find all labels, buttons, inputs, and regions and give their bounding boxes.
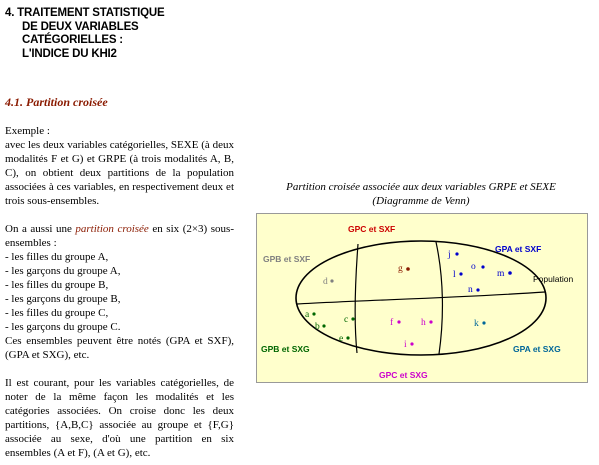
- caption-line: Partition croisée associée aux deux variables GRPE et SEXE: [286, 181, 556, 193]
- point-marker: [410, 342, 413, 345]
- point-marker: [508, 271, 512, 275]
- heading-line: DE DEUX VARIABLES: [22, 20, 139, 33]
- point-marker: [397, 320, 400, 323]
- point-marker: [406, 267, 410, 271]
- paragraph: avec les deux variables catégorielles, SEXE (à deux modalités F et G) et GRPE (à trois modalités A, B, C), on obtient deux partitions de la population associées à ces variables, en respectivement deux et trois sous-ensembles.: [5, 139, 234, 207]
- point-e: e: [339, 334, 344, 344]
- text-fragment: en six (2×3) sous-ensembles :: [5, 223, 234, 249]
- list-item: - les filles du groupe B,: [5, 279, 109, 291]
- point-b: b: [315, 322, 320, 332]
- point-f: f: [390, 318, 394, 328]
- heading-line: 4. TRAITEMENT STATISTIQUE: [5, 7, 165, 19]
- point-marker: [459, 272, 462, 275]
- point-marker: [346, 336, 349, 339]
- point-m: m: [497, 269, 505, 279]
- section-heading: [5, 7, 235, 61]
- point-marker: [429, 320, 432, 323]
- list-item: - les garçons du groupe C.: [5, 321, 121, 333]
- heading-line: L'INDICE DU KHI2: [22, 47, 117, 60]
- caption-line: (Diagramme de Venn): [372, 195, 470, 207]
- venn-diagram: [256, 213, 588, 383]
- point-k: k: [474, 319, 479, 329]
- label-gpc-sxf: GPC et SXF: [348, 224, 396, 234]
- sex-divider-line: [297, 292, 545, 304]
- label-gpb-sxf: GPB et SXF: [263, 254, 311, 264]
- group-divider-line-left: [355, 244, 358, 353]
- point-marker: [330, 279, 333, 282]
- point-o: o: [471, 262, 476, 272]
- point-j: j: [448, 250, 451, 260]
- list-item: - les filles du groupe C,: [5, 307, 109, 319]
- point-marker: [312, 312, 315, 315]
- point-a: a: [305, 310, 310, 320]
- label-population: Population: [533, 274, 574, 284]
- point-marker: [455, 252, 458, 255]
- list-item: - les filles du groupe A,: [5, 251, 109, 263]
- paragraph-exemple: Exemple :: [5, 125, 50, 137]
- label-gpa-sxf: GPA et SXF: [495, 244, 542, 254]
- body-text: [5, 124, 234, 460]
- point-d: d: [323, 277, 328, 287]
- point-h: h: [421, 318, 426, 328]
- label-gpc-sxg: GPC et SXG: [379, 370, 428, 380]
- point-marker: [476, 288, 479, 291]
- point-n: n: [468, 285, 473, 295]
- list-item: - les garçons du groupe A,: [5, 265, 121, 277]
- term-highlight: partition croisée: [75, 223, 149, 235]
- label-gpa-sxg: GPA et SXG: [513, 344, 561, 354]
- point-marker: [322, 324, 325, 327]
- list-item: - les garçons du groupe B,: [5, 293, 121, 305]
- point-l: l: [453, 270, 456, 280]
- venn-diagram-svg: [257, 214, 587, 382]
- heading-line: CATÉGORIELLES :: [22, 34, 123, 46]
- point-marker: [482, 321, 485, 324]
- figure-caption: [256, 180, 586, 208]
- point-marker: [481, 265, 484, 268]
- text-fragment: On a aussi une: [5, 223, 76, 235]
- point-c: c: [344, 315, 349, 325]
- paragraph: Il est courant, pour les variables catégorielles, de noter de la même façon les modalités et les catégories associées. On croise donc les deux partitions, {A,B,C} associée au groupe et {F,G} associée au sexe, d'où une partition en six ensembles (A et F), (A et G), etc.: [5, 377, 234, 459]
- point-g: g: [398, 264, 403, 274]
- paragraph: Ces ensembles peuvent être notés (GPA et SXF), (GPA et SXG), etc.: [5, 335, 234, 361]
- paragraph: [5, 222, 234, 250]
- subsection-heading: 4.1. Partition croisée: [5, 95, 108, 109]
- point-marker: [351, 317, 354, 320]
- label-gpb-sxg: GPB et SXG: [261, 344, 310, 354]
- point-i: i: [404, 340, 407, 350]
